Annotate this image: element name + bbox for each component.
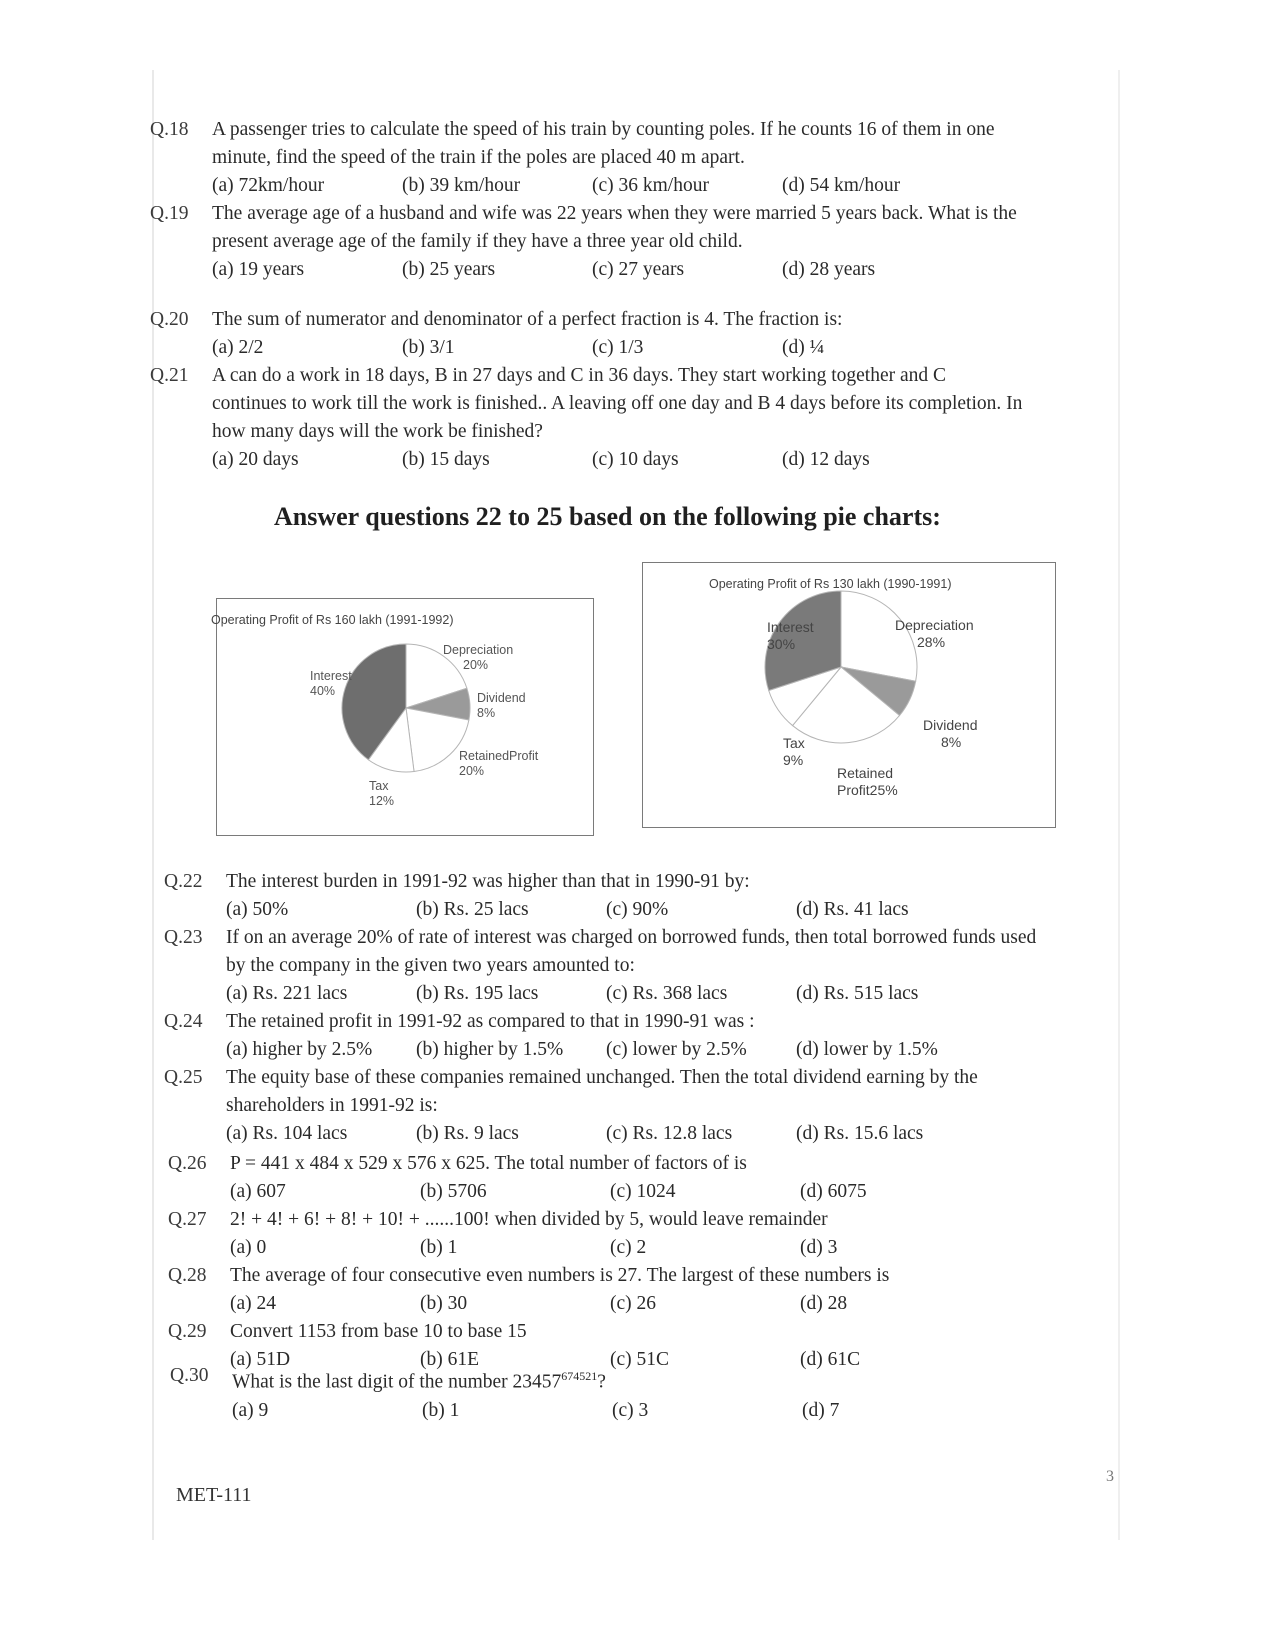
question-number-spacer [150, 390, 212, 418]
question-number: Q.25 [164, 1067, 203, 1088]
answer-options [226, 1120, 1104, 1148]
option-c[interactable]: (c) 10 days [592, 449, 679, 470]
question-line [150, 116, 1110, 144]
option-d[interactable]: (d) lower by 1.5% [796, 1039, 938, 1060]
option-a[interactable]: (a) Rs. 104 lacs [226, 1123, 348, 1144]
question-q21 [150, 362, 1110, 474]
question-number: Q.19 [150, 203, 189, 224]
option-d[interactable]: (d) Rs. 515 lacs [796, 983, 919, 1004]
label-dividend-name: Dividend [477, 691, 526, 705]
label-dividend-pct: 8% [941, 734, 962, 750]
label-dividend [923, 717, 977, 751]
option-b[interactable]: (b) higher by 1.5% [416, 1039, 564, 1060]
option-c[interactable]: (c) 51C [610, 1349, 670, 1370]
option-d[interactable]: (d) 61C [800, 1349, 861, 1370]
question-text: If on an average 20% of rate of interest was charged on borrowed funds, then total borrowed funds used [226, 927, 1037, 948]
question-line [164, 1064, 1104, 1092]
question-number: Q.24 [164, 1011, 203, 1032]
label-tax-pct: 9% [783, 752, 804, 768]
chart-title: Operating Profit of Rs 160 lakh (1991-1992) [211, 613, 454, 627]
label-retained-pct: 20% [459, 764, 485, 778]
question-line [168, 1206, 1068, 1234]
question-line [164, 868, 1104, 896]
label-tax-name: Tax [369, 779, 389, 793]
option-a[interactable]: (a) 51D [230, 1349, 291, 1370]
label-interest [767, 619, 814, 653]
option-a[interactable]: (a) 24 [230, 1293, 277, 1314]
question-text: The average age of a husband and wife was 22 years when they were married 5 years back. What is the [212, 203, 1017, 224]
answer-options [226, 1036, 1104, 1064]
q30-suffix: ? [597, 1371, 606, 1393]
label-interest [310, 669, 352, 699]
question-number-spacer [164, 1092, 226, 1120]
question-q28 [168, 1262, 1068, 1318]
question-q27 [168, 1206, 1068, 1262]
question-q22 [164, 868, 1104, 924]
option-c[interactable]: (c) lower by 2.5% [606, 1039, 747, 1060]
answer-options [226, 980, 1104, 1008]
option-c[interactable]: (c) 27 years [592, 259, 685, 280]
label-interest-pct: 30% [767, 636, 796, 652]
question-text: The retained profit in 1991-92 as compared to that in 1990-91 was : [226, 1011, 755, 1032]
question-number: Q.27 [168, 1209, 207, 1230]
question-number: Q.18 [150, 119, 189, 140]
question-q23 [164, 924, 1104, 1008]
question-block-top [150, 116, 1110, 474]
option-b[interactable]: (b) Rs. 25 lacs [416, 899, 529, 920]
question-line [150, 362, 1110, 390]
label-depreciation-name: Depreciation [443, 643, 514, 657]
label-retained-profit [459, 749, 538, 779]
question-line [150, 306, 1110, 334]
question-q19 [150, 200, 1110, 284]
question-number-spacer [150, 418, 212, 446]
option-c[interactable]: (c) Rs. 12.8 lacs [606, 1123, 733, 1144]
question-number: Q.29 [168, 1321, 207, 1342]
question-number: Q.20 [150, 309, 189, 330]
question-q25 [164, 1064, 1104, 1148]
question-number: Q.28 [168, 1265, 207, 1286]
question-text: shareholders in 1991-92 is: [226, 1095, 438, 1116]
option-b[interactable]: (b) Rs. 9 lacs [416, 1123, 519, 1144]
option-b[interactable]: (b) 1 [422, 1399, 460, 1421]
question-line [164, 1008, 1104, 1036]
question-q20 [150, 306, 1110, 362]
option-a[interactable]: (a) 0 [230, 1237, 267, 1258]
question-text: The sum of numerator and denominator of a perfect fraction is 4. The fraction is: [212, 309, 843, 330]
question-line [164, 924, 1104, 952]
option-a[interactable]: (a) higher by 2.5% [226, 1039, 373, 1060]
question-text: present average age of the family if they have a three year old child. [212, 231, 743, 252]
question-line [150, 200, 1110, 228]
page-edge-right [1118, 70, 1120, 1540]
option-d[interactable]: (d) ¼ [782, 337, 825, 358]
label-retained-pct: Profit25% [837, 782, 898, 798]
chart-title: Operating Profit of Rs 130 lakh (1990-1991) [709, 577, 952, 591]
answer-options [212, 256, 1110, 284]
option-d[interactable]: (d) 12 days [782, 449, 870, 470]
question-block-middle [164, 868, 1104, 1148]
question-text: minute, find the speed of the train if the poles are placed 40 m apart. [212, 147, 745, 168]
option-a[interactable]: (a) 72km/hour [212, 175, 325, 196]
option-d[interactable]: (d) 3 [800, 1237, 838, 1258]
option-d[interactable]: (d) Rs. 41 lacs [796, 899, 909, 920]
question-line [168, 1318, 1068, 1346]
question-line [150, 418, 1110, 446]
option-c[interactable]: (c) 36 km/hour [592, 175, 709, 196]
option-a[interactable]: (a) 2/2 [212, 337, 264, 358]
option-c[interactable]: (c) 2 [610, 1237, 647, 1258]
question-number: Q.21 [150, 365, 189, 386]
question-number-spacer [164, 952, 226, 980]
question-text: A can do a work in 18 days, B in 27 days and C in 36 days. They start working together and C [212, 365, 947, 386]
question-text: A passenger tries to calculate the speed of his train by counting poles. If he counts 16 of them in one [212, 119, 995, 140]
option-b[interactable]: (b) 61E [420, 1349, 480, 1370]
question-line [150, 144, 1110, 172]
question-number: Q.23 [164, 927, 203, 948]
option-a[interactable]: (a) 50% [226, 899, 289, 920]
option-a[interactable]: (a) 20 days [212, 449, 299, 470]
question-line [164, 1092, 1104, 1120]
option-a[interactable]: (a) 9 [232, 1399, 269, 1421]
q30-text: What is the last digit of the number 23457 [232, 1371, 562, 1393]
label-depreciation-pct: 20% [463, 658, 489, 672]
question-text: by the company in the given two years amounted to: [226, 955, 635, 976]
question-text: continues to work till the work is finished.. A leaving off one day and B 4 days before its completion. In [212, 393, 1023, 414]
page-number: 3 [1106, 1468, 1114, 1485]
label-retained-name: RetainedProfit [459, 749, 539, 763]
question-number-spacer [150, 144, 212, 172]
question-text: Convert 1153 from base 10 to base 15 [230, 1321, 527, 1342]
option-d[interactable]: (d) 28 [800, 1293, 848, 1314]
question-line [164, 952, 1104, 980]
label-tax-pct: 12% [369, 794, 395, 808]
option-d[interactable]: (d) 28 years [782, 259, 876, 280]
option-b[interactable]: (b) Rs. 195 lacs [416, 983, 539, 1004]
question-text [232, 1362, 1070, 1397]
option-c[interactable]: (c) 3 [612, 1399, 649, 1421]
answer-options [212, 446, 1110, 474]
question-q26 [168, 1150, 1068, 1206]
option-c[interactable]: (c) 1024 [610, 1181, 676, 1202]
label-retained-profit [837, 765, 898, 799]
label-dividend [477, 691, 526, 721]
label-tax [783, 735, 805, 769]
footer-code: MET-111 [176, 1484, 252, 1506]
question-q18 [150, 116, 1110, 200]
label-depreciation [895, 617, 974, 651]
option-b[interactable]: (b) 5706 [420, 1181, 487, 1202]
question-number: Q.30 [170, 1365, 209, 1386]
option-c[interactable]: (c) 90% [606, 899, 669, 920]
label-interest-name: Interest [767, 619, 814, 635]
option-b[interactable]: (b) 1 [420, 1237, 458, 1258]
question-text: P = 441 x 484 x 529 x 576 x 625. The total number of factors of is [230, 1153, 747, 1174]
question-q24 [164, 1008, 1104, 1064]
label-interest-pct: 40% [310, 684, 336, 698]
label-interest-name: Interest [310, 669, 352, 683]
answer-options [212, 334, 1110, 362]
option-b[interactable]: (b) 30 [420, 1293, 468, 1314]
label-depreciation [443, 643, 513, 673]
answer-options [212, 172, 1110, 200]
option-c[interactable]: (c) Rs. 368 lacs [606, 983, 728, 1004]
option-a[interactable]: (a) 607 [230, 1181, 286, 1202]
option-b[interactable]: (b) 3/1 [402, 337, 455, 358]
question-text: The average of four consecutive even numbers is 27. The largest of these numbers is [230, 1265, 890, 1286]
option-b[interactable]: (b) 39 km/hour [402, 175, 521, 196]
answer-options [230, 1290, 1068, 1318]
option-c[interactable]: (c) 26 [610, 1293, 657, 1314]
label-tax [369, 779, 394, 809]
option-d[interactable]: (d) Rs. 15.6 lacs [796, 1123, 924, 1144]
question-text: The equity base of these companies remained unchanged. Then the total dividend earning by the [226, 1067, 978, 1088]
answer-options [232, 1397, 1070, 1425]
label-depreciation-name: Depreciation [895, 617, 974, 633]
option-b[interactable]: (b) 25 years [402, 259, 496, 280]
label-dividend-pct: 8% [477, 706, 496, 720]
question-block-bottom [168, 1150, 1068, 1374]
question-q30 [170, 1362, 1070, 1425]
label-dividend-name: Dividend [923, 717, 978, 733]
pie-chart-1991-92 [211, 598, 594, 836]
option-d[interactable]: (d) 6075 [800, 1181, 867, 1202]
question-number: Q.22 [164, 871, 203, 892]
question-line [168, 1262, 1068, 1290]
question-line [168, 1150, 1068, 1178]
label-retained-name: Retained [837, 765, 894, 781]
answer-options [230, 1178, 1068, 1206]
question-number-spacer [150, 228, 212, 256]
question-text: The interest burden in 1991-92 was higher than that in 1990-91 by: [226, 871, 750, 892]
option-a[interactable]: (a) 19 years [212, 259, 305, 280]
label-depreciation-pct: 28% [917, 634, 946, 650]
question-number: Q.26 [168, 1153, 207, 1174]
option-d[interactable]: (d) 54 km/hour [782, 175, 901, 196]
question-text: how many days will the work be finished? [212, 421, 543, 442]
pie-chart-1991-92-svg [217, 599, 593, 835]
option-c[interactable]: (c) 1/3 [592, 337, 644, 358]
question-line [150, 228, 1110, 256]
pie-chart-1990-91 [642, 562, 1056, 828]
question-line [150, 390, 1110, 418]
question-text: 2! + 4! + 6! + 8! + 10! + ......100! when divided by 5, would leave remainder [230, 1209, 828, 1230]
label-tax-name: Tax [783, 735, 805, 751]
section-heading: Answer questions 22 to 25 based on the following pie charts: [274, 502, 941, 531]
answer-options [230, 1234, 1068, 1262]
option-d[interactable]: (d) 7 [802, 1399, 840, 1421]
q30-exponent: 674521 [561, 1369, 598, 1383]
option-b[interactable]: (b) 15 days [402, 449, 490, 470]
option-a[interactable]: (a) Rs. 221 lacs [226, 983, 348, 1004]
answer-options [226, 896, 1104, 924]
